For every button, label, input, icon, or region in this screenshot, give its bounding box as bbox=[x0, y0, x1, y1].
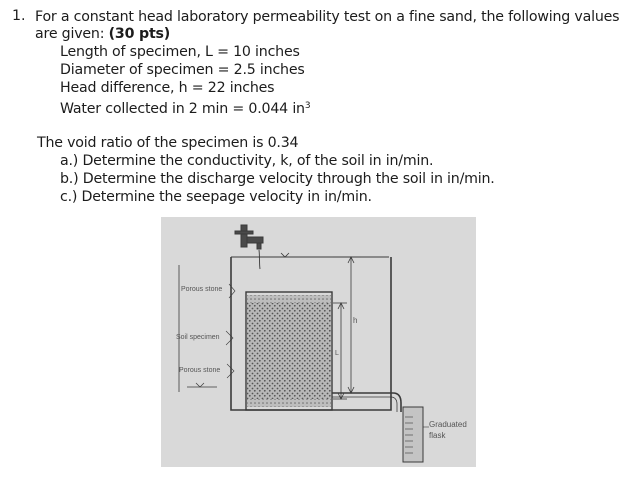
question-a: a.) Determine the conductivity, k, of the soil in in/min. bbox=[60, 153, 434, 169]
length-label: L bbox=[335, 350, 339, 357]
soil-specimen-label: Soil specimen bbox=[176, 334, 220, 341]
given-length: Length of specimen, L = 10 inches bbox=[60, 44, 300, 60]
porous-stone-top-label: Porous stone bbox=[181, 286, 223, 293]
permeameter-figure bbox=[161, 217, 476, 467]
given-head: Head difference, h = 22 inches bbox=[60, 80, 275, 96]
head-label: h bbox=[353, 316, 358, 325]
question-b: b.) Determine the discharge velocity through the soil in in/min. bbox=[60, 171, 495, 187]
graduated-label: Graduated bbox=[429, 420, 467, 429]
porous-stone-bottom-label: Porous stone bbox=[179, 367, 221, 374]
problem-intro-line1: For a constant head laboratory permeability test on a fine sand, the following values bbox=[35, 9, 620, 25]
given-water-collected bbox=[60, 97, 310, 118]
intro-prefix: are given: bbox=[35, 26, 105, 42]
flask-label: flask bbox=[429, 431, 446, 440]
porous-stone-top bbox=[247, 295, 331, 303]
given-water-superscript: 3 bbox=[304, 101, 311, 111]
porous-stone-bottom bbox=[247, 399, 331, 407]
void-ratio-statement: The void ratio of the specimen is 0.34 bbox=[37, 135, 299, 151]
given-water-text: Water collected in 2 min = 0.044 in bbox=[60, 101, 305, 117]
given-diameter: Diameter of specimen = 2.5 inches bbox=[60, 62, 305, 78]
problem-number: 1. bbox=[12, 8, 26, 24]
points-label: (30 pts) bbox=[108, 26, 171, 42]
problem-intro-line2 bbox=[35, 25, 170, 43]
soil-specimen bbox=[247, 303, 331, 399]
question-c: c.) Determine the seepage velocity in in/min. bbox=[60, 189, 372, 205]
graduated-flask bbox=[403, 407, 423, 462]
